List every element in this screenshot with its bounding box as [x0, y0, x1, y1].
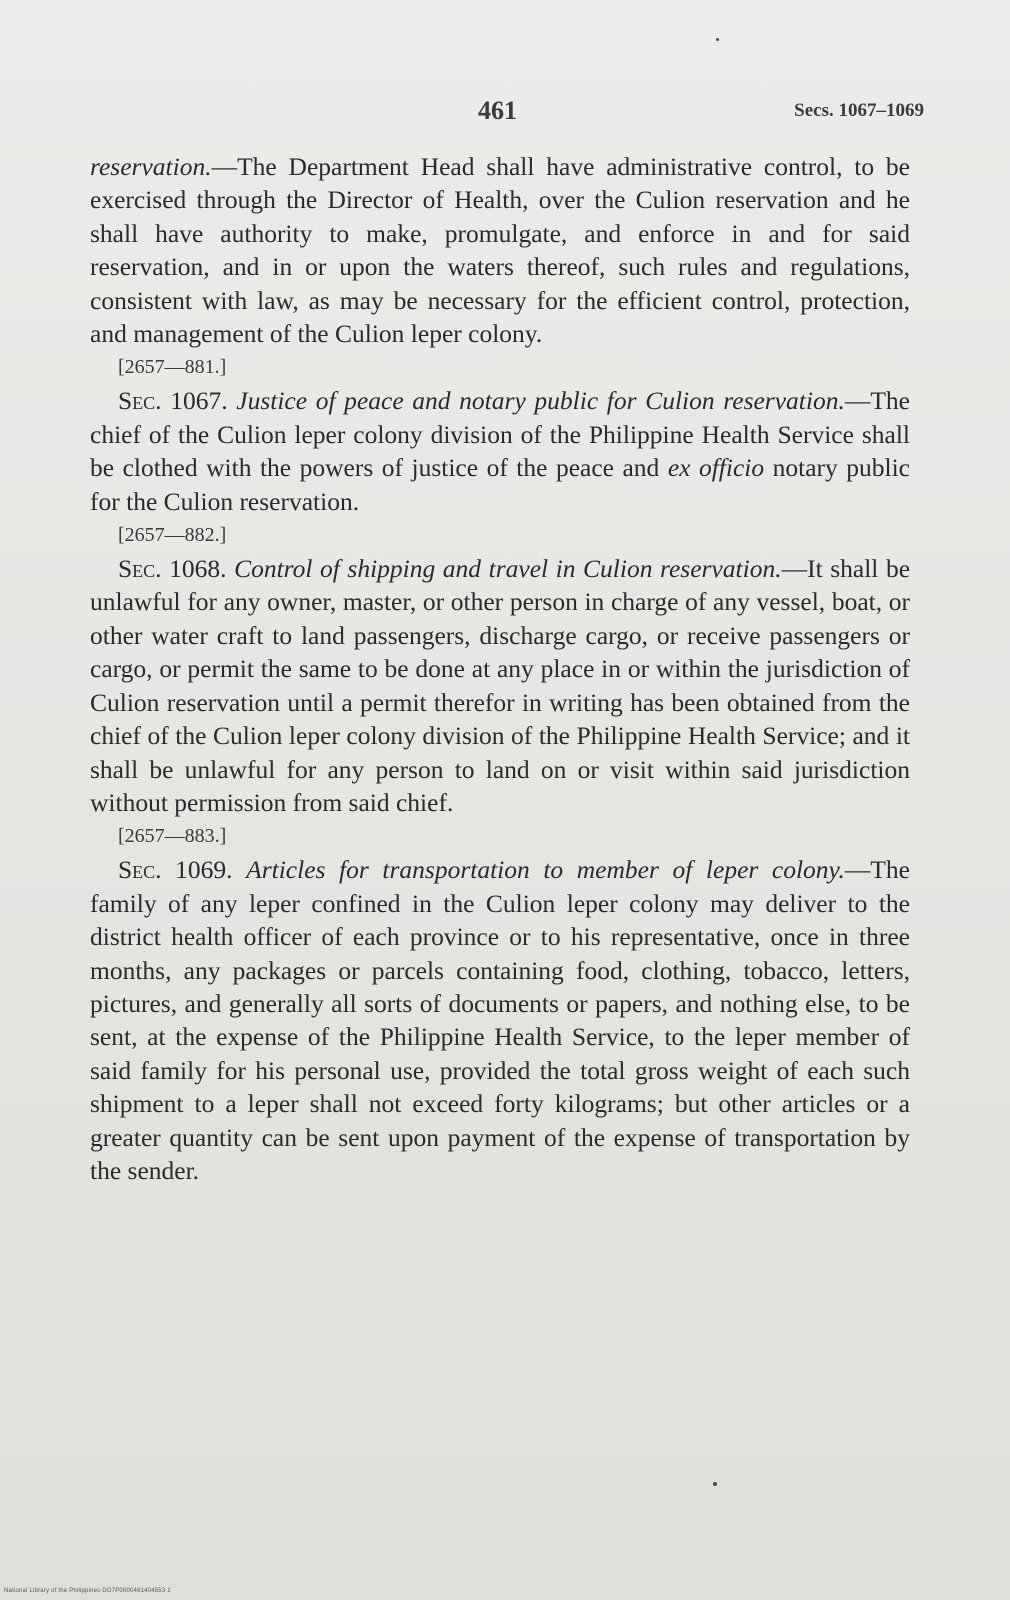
section-title: Articles for transportation to member of leper colony.: [246, 855, 845, 885]
section-label: Sec. 1067.: [118, 386, 228, 416]
section-label: Sec. 1069.: [118, 855, 233, 885]
section-text-end: notary public for the Culion reservation.: [90, 453, 910, 516]
page-number: 461: [478, 96, 517, 125]
italic-lead: reservation.: [90, 152, 212, 181]
scan-speck: [716, 38, 719, 41]
section-text: —It shall be unlawful for any owner, master, or other person in charge of any vessel, boat, or other water craft to land passengers, discharge cargo, or receive passengers or cargo, or permit the same to be done at any place in or within the jurisdiction of Culion reservation until a permit therefor in writing has been obtained from the chief of the Culion leper colony division of the Philippine Health Service; and it shall be unlawful for any person to land on or visit within said jurisdiction without permission from said chief.: [90, 554, 911, 817]
paragraph-continuation: [90, 150, 910, 350]
section-1068: [90, 552, 910, 819]
section-1069: [90, 853, 910, 1187]
citation-883: [2657—883.]: [118, 825, 227, 848]
section-1067: [90, 384, 910, 518]
page-header: [0, 96, 1010, 136]
latin-term: ex officio: [667, 453, 765, 483]
section-title: Control of shipping and travel in Culion reservation.: [234, 554, 782, 584]
citation-881: [2657—881.]: [118, 356, 227, 379]
scan-speck: [713, 1482, 717, 1486]
paragraph-text: —The Department Head shall have administrative control, to be exercised through the Director of Health, over the Culion reservation and he shall have authority to make, promulgate, and enforce in and for said reservation, and in or upon the waters thereof, such rules and regulations, consistent with law, as may be necessary for the efficient control, protection, and management of the Culion leper colony.: [90, 152, 910, 349]
body-text: [90, 150, 910, 1187]
section-label: Sec. 1068.: [118, 554, 227, 584]
running-head: Secs. 1067–1069: [794, 100, 924, 121]
section-title: Justice of peace and notary public for Culion reservation.: [236, 386, 845, 416]
section-text: —The family of any leper confined in the Culion leper colony may deliver to the district health officer of each province or to his representative, once in three months, any packages or parcels containing food, clothing, tobacco, letters, pictures, and generally all sorts of documents or papers, and nothing else, to be sent, at the expense of the Philippine Health Service, to the leper member of said family for his personal use, provided the total gross weight of each such shipment to a leper shall not exceed forty kilograms; but other articles or a greater quantity can be sent upon payment of the expense of transportation by the sender.: [90, 855, 911, 1185]
section-text: —The chief of the Culion leper colony division of the Philippine Health Service shall be clothed with the powers of justice of the peace and: [90, 386, 911, 483]
scan-credit: National Library of the Philippines DO7P0000461404553 1: [4, 1588, 171, 1594]
citation-882: [2657—882.]: [118, 524, 227, 547]
